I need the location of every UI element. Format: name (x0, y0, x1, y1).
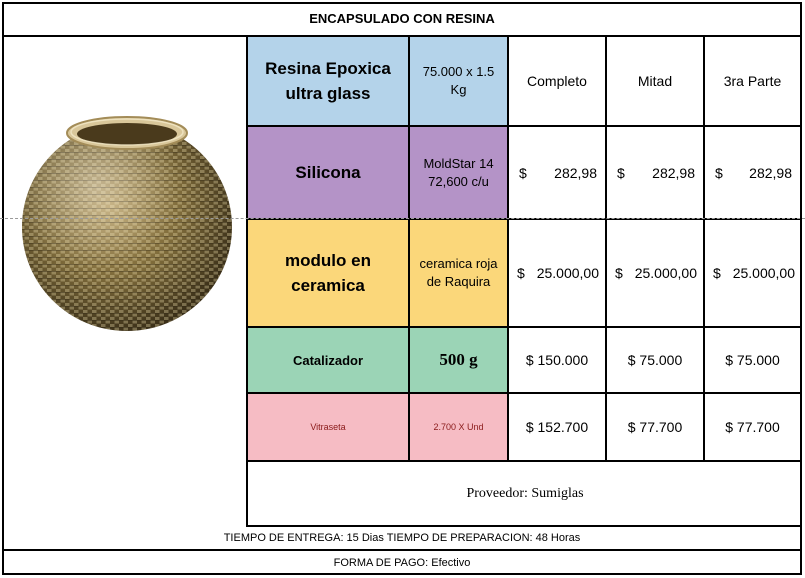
price-vitraseta-completo: $ 152.700 (509, 394, 607, 462)
price-amount: 282,98 (749, 164, 792, 181)
column-header-mitad: Mitad (607, 37, 705, 127)
ceramic-mate-vessel-icon (2, 37, 248, 527)
price-amount: 25.000,00 (634, 265, 697, 281)
price-ceramica-mitad (607, 220, 705, 328)
spec-vitraseta: 2.700 X Und (410, 394, 509, 462)
price-amount: 25.000,00 (536, 265, 599, 281)
price-ceramica-3ra-parte (705, 220, 802, 328)
material-silicona: Silicona (248, 127, 410, 220)
currency-symbol: $ (517, 265, 525, 281)
tiempo-entrega: TIEMPO DE ENTREGA: 15 Dias TIEMPO DE PREPARACION: 48 Horas (2, 527, 802, 551)
price-catalizador-3ra-parte: $ 75.000 (705, 328, 802, 394)
page-title: ENCAPSULADO CON RESINA (2, 2, 802, 37)
price-amount: 282,98 (652, 164, 695, 181)
currency-symbol: $ (617, 164, 625, 181)
material-modulo-ceramica: modulo en ceramica (248, 220, 410, 328)
price-vitraseta-mitad: $ 77.700 (607, 394, 705, 462)
spec-resina: 75.000 x 1.5 Kg (410, 37, 509, 127)
currency-symbol: $ (715, 164, 723, 181)
currency-symbol: $ (615, 265, 623, 281)
spec-silicona: MoldStar 14 72,600 c/u (410, 127, 509, 220)
price-catalizador-mitad: $ 75.000 (607, 328, 705, 394)
product-image-cell (2, 37, 248, 527)
forma-de-pago: FORMA DE PAGO: Efectivo (333, 557, 471, 569)
price-silicona-completo (509, 127, 607, 220)
spec-ceramica: ceramica roja de Raquira (410, 220, 509, 328)
price-silicona-3ra-parte (705, 127, 802, 220)
price-amount: 25.000,00 (732, 265, 795, 281)
currency-symbol: $ (713, 265, 721, 281)
material-vitraseta: Vitraseta (248, 394, 410, 462)
material-resina-epoxica: Resina Epoxica ultra glass (248, 37, 410, 127)
price-catalizador-completo: $ 150.000 (509, 328, 607, 394)
currency-symbol: $ (519, 164, 527, 181)
price-ceramica-completo (509, 220, 607, 328)
price-vitraseta-3ra-parte: $ 77.700 (705, 394, 802, 462)
column-header-completo: Completo (509, 37, 607, 127)
price-silicona-mitad (607, 127, 705, 220)
column-header-3ra-parte: 3ra Parte (705, 37, 802, 127)
material-catalizador: Catalizador (248, 328, 410, 394)
proveedor-label: Proveedor: Sumiglas (248, 462, 802, 527)
spec-catalizador: 500 g (410, 328, 509, 394)
price-amount: 282,98 (554, 164, 597, 181)
